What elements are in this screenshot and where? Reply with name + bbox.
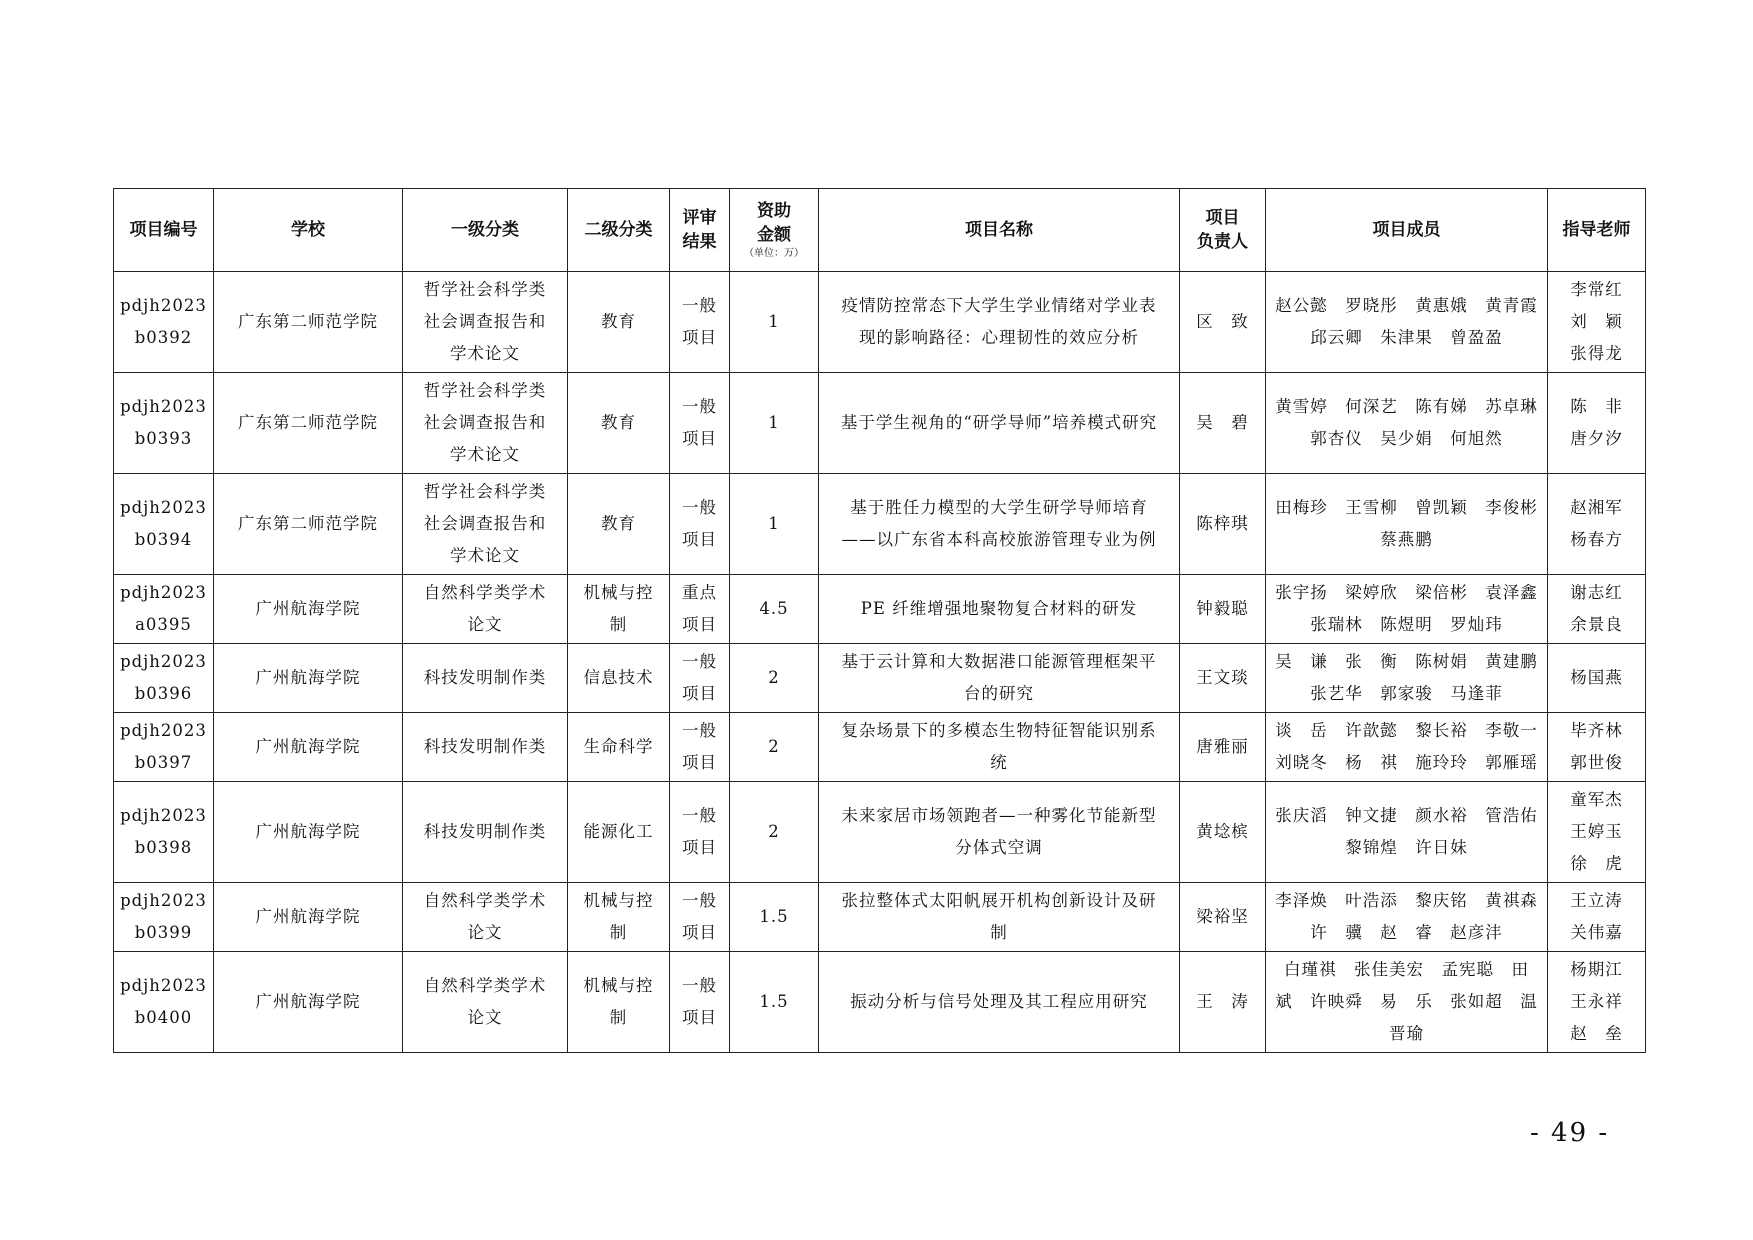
- cell-members: [1266, 952, 1548, 1053]
- table-row: [114, 272, 1646, 373]
- cell-members: [1266, 373, 1548, 474]
- cell-line: b0398: [134, 838, 193, 857]
- cell-line: 王婷玉: [1570, 822, 1623, 841]
- cell-line: 哲学社会科学类: [423, 381, 547, 400]
- cell-line: 徐 虎: [1570, 854, 1623, 873]
- cell-advisors: [1548, 782, 1646, 883]
- cell-line: 项目: [682, 923, 717, 942]
- cell-advisors: [1548, 373, 1646, 474]
- cell-cat1: [403, 644, 568, 713]
- cell-funding: [730, 883, 819, 952]
- cell-cat1: [403, 782, 568, 883]
- cell-line: 王文琰: [1196, 668, 1249, 687]
- cell-line: 2: [768, 737, 780, 756]
- cell-school: [214, 782, 403, 883]
- cell-line: 学术论文: [450, 445, 520, 464]
- cell-line: 2: [768, 668, 780, 687]
- cell-leader: [1180, 782, 1266, 883]
- cell-line: 一般: [682, 721, 717, 740]
- cell-line: 田梅珍 王雪柳 曾凯颖 李俊彬: [1275, 498, 1538, 517]
- header-result: 评审 结果: [670, 189, 730, 272]
- cell-line: 项目: [682, 429, 717, 448]
- cell-advisors: [1548, 272, 1646, 373]
- cell-advisors: [1548, 883, 1646, 952]
- table-row: [114, 782, 1646, 883]
- cell-line: 张庆滔 钟文捷 颜水裕 管浩佑: [1275, 806, 1538, 825]
- cell-line: 邱云卿 朱津果 曾盈盈: [1310, 328, 1503, 347]
- cell-line: pdjh2023: [120, 806, 207, 825]
- cell-cat2: [568, 272, 670, 373]
- cell-line: 机械与控: [583, 891, 654, 910]
- cell-advisors: [1548, 713, 1646, 782]
- cell-line: 杨国燕: [1570, 668, 1623, 687]
- cell-line: 哲学社会科学类: [423, 280, 547, 299]
- table-row: [114, 713, 1646, 782]
- cell-line: 能源化工: [583, 822, 654, 841]
- cell-line: 项目: [682, 530, 717, 549]
- cell-line: 赵公懿 罗晓彤 黄惠娥 黄青霞: [1275, 296, 1538, 315]
- cell-school: [214, 272, 403, 373]
- cell-line: 机械与控: [583, 583, 654, 602]
- cell-line: 基于胜任力模型的大学生研学导师培育: [850, 498, 1148, 517]
- cell-result: [670, 575, 730, 644]
- cell-line: 一般: [682, 498, 717, 517]
- cell-leader: [1180, 952, 1266, 1053]
- cell-result: [670, 644, 730, 713]
- cell-line: 制: [609, 923, 628, 942]
- cell-id: [114, 952, 214, 1053]
- cell-funding: [730, 272, 819, 373]
- cell-line: 吴 碧: [1196, 413, 1249, 432]
- cell-line: ——以广东省本科高校旅游管理专业为例: [841, 530, 1157, 549]
- cell-line: 郭杏仪 吴少娟 何旭然: [1310, 429, 1503, 448]
- cell-cat2: [568, 575, 670, 644]
- cell-line: 郭世俊: [1570, 753, 1623, 772]
- cell-line: 王立涛: [1570, 891, 1623, 910]
- cell-cat2: [568, 782, 670, 883]
- cell-line: 疫情防控常态下大学生学业情绪对学业表: [841, 296, 1157, 315]
- cell-cat1: [403, 713, 568, 782]
- cell-line: 谢志红: [1570, 583, 1623, 602]
- cell-cat2: [568, 373, 670, 474]
- cell-line: 赵湘军: [1570, 498, 1623, 517]
- cell-line: a0395: [135, 615, 192, 634]
- cell-school: [214, 575, 403, 644]
- cell-members: [1266, 713, 1548, 782]
- page-number: - 49 -: [1530, 1118, 1610, 1148]
- cell-line: 科技发明制作类: [423, 822, 547, 841]
- cell-name: [819, 883, 1180, 952]
- cell-advisors: [1548, 952, 1646, 1053]
- cell-school: [214, 373, 403, 474]
- cell-line: 信息技术: [583, 668, 654, 687]
- cell-members: [1266, 883, 1548, 952]
- cell-line: 广州航海学院: [255, 822, 361, 841]
- cell-line: 广州航海学院: [255, 668, 361, 687]
- cell-funding: [730, 575, 819, 644]
- cell-leader: [1180, 373, 1266, 474]
- header-id: 项目编号: [114, 189, 214, 272]
- header-row: [114, 189, 1646, 272]
- cell-line: b0400: [134, 1008, 193, 1027]
- header-funding: 资助 金额 （单位：万）: [730, 189, 819, 272]
- cell-id: [114, 782, 214, 883]
- cell-line: 晋瑜: [1389, 1024, 1424, 1043]
- cell-line: 斌 许映舜 易 乐 张如超 温: [1275, 992, 1538, 1011]
- cell-line: 一般: [682, 976, 717, 995]
- cell-school: [214, 713, 403, 782]
- cell-line: pdjh2023: [120, 721, 207, 740]
- cell-line: 项目: [682, 615, 717, 634]
- cell-line: 自然科学类学术: [423, 891, 547, 910]
- cell-line: 广州航海学院: [255, 907, 361, 926]
- cell-line: 1.5: [759, 907, 789, 926]
- cell-id: [114, 474, 214, 575]
- cell-line: 黎锦煌 许日妹: [1345, 838, 1468, 857]
- cell-members: [1266, 782, 1548, 883]
- cell-leader: [1180, 474, 1266, 575]
- cell-name: [819, 272, 1180, 373]
- cell-line: 现的影响路径：心理韧性的效应分析: [859, 328, 1139, 347]
- cell-line: 余景良: [1570, 615, 1623, 634]
- cell-line: 刘 颖: [1570, 312, 1623, 331]
- cell-advisors: [1548, 644, 1646, 713]
- table-body: [114, 272, 1646, 1053]
- cell-line: 基于云计算和大数据港口能源管理框架平: [841, 652, 1157, 671]
- header-members: 项目成员: [1266, 189, 1548, 272]
- table-row: [114, 474, 1646, 575]
- cell-funding: [730, 474, 819, 575]
- cell-line: 黄埝槟: [1196, 822, 1249, 841]
- cell-line: b0396: [134, 684, 193, 703]
- cell-line: 白瑾祺 张佳美宏 孟宪聪 田: [1284, 960, 1529, 979]
- cell-school: [214, 474, 403, 575]
- cell-result: [670, 474, 730, 575]
- cell-line: 自然科学类学术: [423, 976, 547, 995]
- cell-line: 张拉整体式太阳帆展开机构创新设计及研: [841, 891, 1157, 910]
- cell-line: 毕齐林: [1570, 721, 1623, 740]
- cell-line: 广州航海学院: [255, 737, 361, 756]
- cell-line: 张宇扬 梁婷欣 梁倍彬 袁泽鑫: [1275, 583, 1538, 602]
- cell-line: 2: [768, 822, 780, 841]
- table-row: [114, 883, 1646, 952]
- cell-line: 科技发明制作类: [423, 668, 547, 687]
- cell-line: 机械与控: [583, 976, 654, 995]
- cell-line: 未来家居市场领跑者—一种雾化节能新型: [841, 806, 1157, 825]
- cell-line: 广州航海学院: [255, 992, 361, 1011]
- cell-id: [114, 644, 214, 713]
- cell-result: [670, 713, 730, 782]
- cell-line: 张艺华 郭家骏 马逢菲: [1310, 684, 1503, 703]
- cell-members: [1266, 644, 1548, 713]
- cell-line: 教育: [601, 312, 636, 331]
- cell-id: [114, 272, 214, 373]
- cell-line: 一般: [682, 891, 717, 910]
- cell-line: 张得龙: [1570, 344, 1623, 363]
- cell-cat1: [403, 373, 568, 474]
- cell-line: b0399: [134, 923, 193, 942]
- table-row: [114, 373, 1646, 474]
- cell-funding: [730, 952, 819, 1053]
- header-advisors: 指导老师: [1548, 189, 1646, 272]
- cell-cat1: [403, 272, 568, 373]
- cell-line: 一般: [682, 296, 717, 315]
- cell-line: 陈梓琪: [1196, 514, 1249, 533]
- cell-result: [670, 952, 730, 1053]
- cell-line: pdjh2023: [120, 498, 207, 517]
- cell-id: [114, 575, 214, 644]
- cell-line: 论文: [467, 615, 503, 634]
- cell-line: 振动分析与信号处理及其工程应用研究: [850, 992, 1148, 1011]
- funding-unit: （单位：万）: [744, 248, 804, 259]
- cell-line: 一般: [682, 652, 717, 671]
- cell-line: b0393: [134, 429, 193, 448]
- cell-line: 学术论文: [450, 344, 520, 363]
- cell-cat2: [568, 644, 670, 713]
- cell-line: 杨春方: [1570, 530, 1623, 549]
- table-row: [114, 575, 1646, 644]
- cell-line: 童军杰: [1570, 790, 1623, 809]
- header-name: 项目名称: [819, 189, 1180, 272]
- cell-line: 王永祥: [1570, 992, 1623, 1011]
- cell-cat1: [403, 952, 568, 1053]
- project-table: [113, 188, 1646, 1053]
- cell-cat2: [568, 952, 670, 1053]
- cell-members: [1266, 474, 1548, 575]
- cell-line: 4.5: [759, 599, 789, 618]
- cell-line: 广东第二师范学院: [238, 312, 378, 331]
- cell-line: b0397: [134, 753, 193, 772]
- cell-line: 复杂场景下的多模态生物特征智能识别系: [841, 721, 1157, 740]
- cell-cat1: [403, 575, 568, 644]
- cell-line: 社会调查报告和: [423, 413, 547, 432]
- cell-name: [819, 782, 1180, 883]
- cell-cat1: [403, 883, 568, 952]
- cell-line: 制: [609, 615, 628, 634]
- cell-line: 唐夕汐: [1570, 429, 1623, 448]
- cell-line: 自然科学类学术: [423, 583, 547, 602]
- cell-line: 李泽焕 叶浩添 黎庆铭 黄祺森: [1275, 891, 1538, 910]
- cell-line: 区 致: [1196, 312, 1249, 331]
- cell-advisors: [1548, 575, 1646, 644]
- cell-line: pdjh2023: [120, 296, 207, 315]
- cell-line: 广东第二师范学院: [238, 413, 378, 432]
- cell-cat2: [568, 713, 670, 782]
- cell-line: 一般: [682, 806, 717, 825]
- cell-name: [819, 713, 1180, 782]
- cell-line: 论文: [467, 923, 503, 942]
- cell-line: pdjh2023: [120, 891, 207, 910]
- cell-line: 制: [609, 1008, 628, 1027]
- cell-line: 项目: [682, 328, 717, 347]
- cell-line: 基于学生视角的“研学导师”培养模式研究: [840, 413, 1158, 432]
- cell-leader: [1180, 644, 1266, 713]
- cell-line: b0392: [134, 328, 193, 347]
- cell-id: [114, 373, 214, 474]
- cell-line: 吴 谦 张 衡 陈树娟 黄建鹏: [1275, 652, 1538, 671]
- header-school: 学校: [214, 189, 403, 272]
- cell-line: 1: [768, 413, 780, 432]
- cell-id: [114, 883, 214, 952]
- cell-id: [114, 713, 214, 782]
- cell-funding: [730, 713, 819, 782]
- cell-line: 梁裕坚: [1196, 907, 1249, 926]
- cell-result: [670, 782, 730, 883]
- cell-line: 项目: [682, 838, 717, 857]
- cell-result: [670, 373, 730, 474]
- cell-line: pdjh2023: [120, 976, 207, 995]
- cell-line: 哲学社会科学类: [423, 482, 547, 501]
- cell-name: [819, 474, 1180, 575]
- cell-line: 广州航海学院: [255, 599, 361, 618]
- cell-line: 教育: [601, 514, 636, 533]
- cell-result: [670, 272, 730, 373]
- cell-cat2: [568, 474, 670, 575]
- cell-line: 广东第二师范学院: [238, 514, 378, 533]
- cell-funding: [730, 373, 819, 474]
- cell-line: 一般: [682, 397, 717, 416]
- cell-line: 台的研究: [964, 684, 1034, 703]
- cell-line: 王 涛: [1196, 992, 1249, 1011]
- cell-leader: [1180, 883, 1266, 952]
- cell-members: [1266, 575, 1548, 644]
- cell-cat2: [568, 883, 670, 952]
- cell-line: 1.5: [759, 992, 789, 1011]
- cell-cat1: [403, 474, 568, 575]
- cell-leader: [1180, 575, 1266, 644]
- cell-line: 社会调查报告和: [423, 312, 547, 331]
- cell-line: pdjh2023: [120, 652, 207, 671]
- cell-line: 项目: [682, 753, 717, 772]
- cell-line: 关伟嘉: [1570, 923, 1623, 942]
- cell-name: [819, 952, 1180, 1053]
- cell-line: 统: [990, 753, 1008, 772]
- cell-line: 李常红: [1570, 280, 1623, 299]
- cell-line: 项目: [682, 684, 717, 703]
- table-row: [114, 952, 1646, 1053]
- cell-school: [214, 883, 403, 952]
- cell-line: 黄雪婷 何深艺 陈有娣 苏卓琳: [1275, 397, 1538, 416]
- cell-leader: [1180, 272, 1266, 373]
- header-leader: 项目 负责人: [1180, 189, 1266, 272]
- cell-line: 项目: [682, 1008, 717, 1027]
- cell-line: 唐雅丽: [1196, 737, 1249, 756]
- cell-line: 刘晓冬 杨 祺 施玲玲 郭雁瑶: [1275, 753, 1538, 772]
- cell-line: 分体式空调: [955, 838, 1043, 857]
- cell-line: 钟毅聪: [1196, 599, 1249, 618]
- cell-line: 重点: [682, 583, 717, 602]
- cell-line: pdjh2023: [120, 583, 207, 602]
- cell-name: [819, 644, 1180, 713]
- cell-line: 谈 岳 许歆懿 黎长裕 李敬一: [1275, 721, 1538, 740]
- cell-members: [1266, 272, 1548, 373]
- cell-school: [214, 644, 403, 713]
- cell-line: 许 骥 赵 睿 赵彦沣: [1310, 923, 1503, 942]
- cell-result: [670, 883, 730, 952]
- cell-line: 制: [990, 923, 1008, 942]
- cell-line: 杨期江: [1570, 960, 1623, 979]
- header-cat2: 二级分类: [568, 189, 670, 272]
- cell-line: 陈 非: [1570, 397, 1623, 416]
- cell-line: 张瑞林 陈煜明 罗灿玮: [1310, 615, 1503, 634]
- cell-leader: [1180, 713, 1266, 782]
- cell-line: 社会调查报告和: [423, 514, 547, 533]
- cell-name: [819, 373, 1180, 474]
- cell-line: 学术论文: [450, 546, 520, 565]
- cell-line: b0394: [134, 530, 193, 549]
- cell-funding: [730, 782, 819, 883]
- cell-line: 论文: [467, 1008, 503, 1027]
- cell-name: [819, 575, 1180, 644]
- table-row: [114, 644, 1646, 713]
- cell-line: 教育: [601, 413, 636, 432]
- cell-line: 生命科学: [583, 737, 654, 756]
- cell-line: 赵 垒: [1570, 1024, 1623, 1043]
- cell-line: PE 纤维增强地聚物复合材料的研发: [860, 599, 1138, 618]
- cell-funding: [730, 644, 819, 713]
- cell-school: [214, 952, 403, 1053]
- cell-line: 科技发明制作类: [423, 737, 547, 756]
- header-cat1: 一级分类: [403, 189, 568, 272]
- cell-line: 1: [768, 514, 780, 533]
- cell-line: pdjh2023: [120, 397, 207, 416]
- cell-line: 1: [768, 312, 780, 331]
- cell-advisors: [1548, 474, 1646, 575]
- cell-line: 蔡燕鹏: [1380, 530, 1433, 549]
